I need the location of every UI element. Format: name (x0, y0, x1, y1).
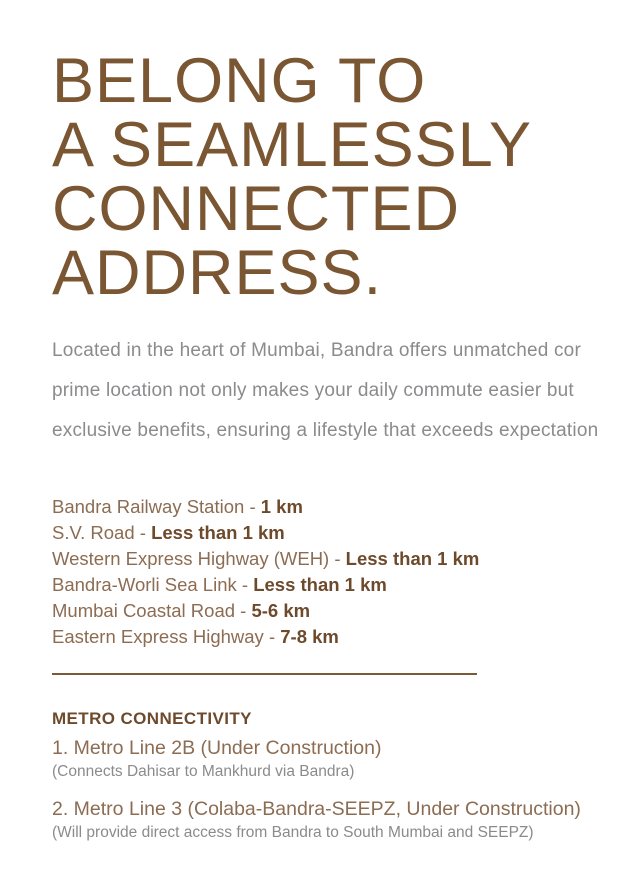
distance-label: Western Express Highway (WEH) - (52, 548, 346, 569)
page-title (52, 46, 640, 308)
distance-value: Less than 1 km (345, 548, 480, 569)
section-divider (52, 673, 477, 675)
intro-line-1: Located in the heart of Mumbai, Bandra offers unmatched cor (52, 340, 581, 361)
distance-item-bandra-worli-sea-link (52, 572, 640, 598)
distance-label: Eastern Express Highway - (52, 626, 281, 647)
distance-label: Mumbai Coastal Road - (52, 600, 252, 621)
distance-value: 5-6 km (251, 600, 311, 621)
distance-label: Bandra-Worli Sea Link - (52, 574, 254, 595)
metro-connectivity-section (52, 709, 640, 844)
intro-paragraph (52, 331, 640, 451)
metro-item-line-3 (52, 796, 640, 844)
distance-label: Bandra Railway Station - (52, 496, 261, 517)
metro-item-note: (Connects Dahisar to Mankhurd via Bandra) (52, 763, 355, 780)
metro-item-note: (Will provide direct access from Bandra to South Mumbai and SEEPZ) (52, 824, 534, 841)
page-title-line-1: BELONG TO (52, 46, 427, 116)
distance-item-eastern-express-highway (52, 624, 640, 650)
distance-item-mumbai-coastal-road (52, 598, 640, 624)
distance-list (52, 494, 640, 650)
page-title-line-2: A SEAMLESSLY (52, 110, 533, 180)
intro-line-2: prime location not only makes your daily commute easier but (52, 380, 574, 401)
metro-section-heading: METRO CONNECTIVITY (52, 709, 252, 728)
distance-value: Less than 1 km (151, 522, 285, 543)
distance-item-sv-road (52, 520, 640, 546)
distance-item-bandra-railway-station (52, 494, 640, 520)
distance-value: Less than 1 km (253, 574, 387, 595)
metro-item-line-2b (52, 735, 640, 783)
metro-item-title: 2. Metro Line 3 (Colaba-Bandra-SEEPZ, Under Construction) (52, 798, 581, 820)
distance-value: 7-8 km (280, 626, 339, 647)
page-title-line-3: CONNECTED (52, 174, 461, 244)
distance-value: 1 km (260, 496, 303, 517)
distance-label: S.V. Road - (52, 522, 152, 543)
intro-line-3: exclusive benefits, ensuring a lifestyle that exceeds expectation (52, 420, 599, 441)
page-title-line-4: ADDRESS. (52, 238, 383, 308)
distance-item-western-express-highway (52, 546, 640, 572)
metro-item-title: 1. Metro Line 2B (Under Construction) (52, 737, 382, 759)
